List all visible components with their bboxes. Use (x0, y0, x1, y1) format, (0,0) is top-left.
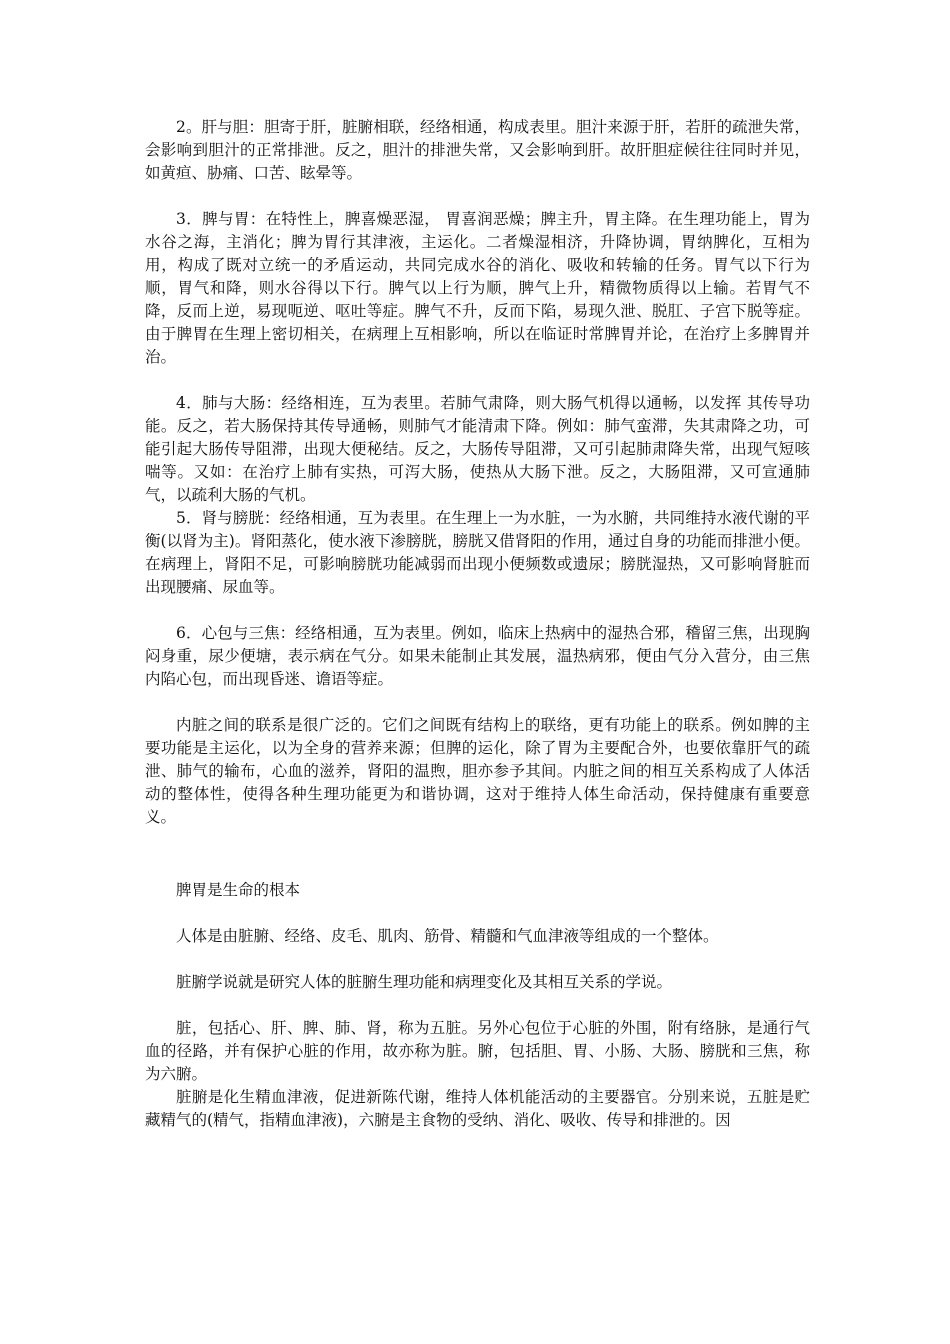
paragraph-lung-large-intestine: 4．肺与大肠：经络相连，互为表里。若肺气肃降，则大肠气机得以通畅，以发挥 其传导功能。反之，若大肠保持其传导通畅，则肺气才能清肃下降。例如：肺气蛮滞，失其肃降之功，可能引起大肠传导阻滞，出现大便秘结。反之，大肠传导阻滞，又可引起肺肃降失常，出现气短咳喘等。又如：在治疗上肺有实热，可泻大肠，使热从大肠下泄。反之，大肠阻滞，又可宣通肺气，以疏利大肠的气机。 (145, 394, 810, 504)
section-heading: 脾胃是生命的根本 (176, 881, 301, 899)
paragraph-five-zang-six-fu: 脏，包括心、肝、脾、肺、肾，称为五脏。另外心包位于心脏的外围，附有络脉，是通行气血的径路，并有保护心脏的作用，故亦称为脏。腑，包括胆、胃、小肠、大肠、膀胱和三焦，称为六腑。 (145, 1019, 810, 1083)
paragraph-spleen-stomach: 3．脾与胃：在特性上，脾喜燥恶湿， 胃喜润恶燥；脾主升，胃主降。在生理功能上，胃为水谷之海，主消化；脾为胃行其津液，主运化。二者燥湿相济，升降协调，胃纳脾化，互相为用，构成了既对立统一的矛盾运动，共同完成水谷的消化、吸收和转输的任务。胃气以下行为顺，胃气和降，则水谷得以下行。脾气以上行为顺，脾气上升，精微物质得以上输。若胃气不降，反而上逆，易现呃逆、呕吐等症。脾气不升，反而下陷，易现久泄、脱肛、子宫下脱等症。由于脾胃在生理上密切相关，在病理上互相影响，所以在临证时常脾胃并论，在治疗上多脾胃并治。 (145, 210, 810, 366)
paragraph-zangfu-function: 脏腑是化生精血津液，促进新陈代谢，维持人体机能活动的主要器官。分别来说，五脏是贮藏精气的(精气，指精血津液)，六腑是主食物的受纳、消化、吸收、传导和排泄的。因 (145, 1088, 810, 1129)
paragraph-organ-relations: 内脏之间的联系是很广泛的。它们之间既有结构上的联络，更有功能上的联系。例如脾的主要功能是主运化，以为全身的营养来源；但脾的运化，除了胃为主要配合外，也要依靠肝气的疏泄、肺气的输布，心血的滋养，肾阳的温煦，胆亦参予其间。内脏之间的相互关系构成了人体活动的整体性，使得各种生理功能更为和谐协调，这对于维持人体生命活动，保持健康有重要意义。 (145, 716, 810, 826)
document-body (145, 116, 810, 1132)
paragraph-zangfu-theory: 脏腑学说就是研究人体的脏腑生理功能和病理变化及其相互关系的学说。 (176, 973, 673, 991)
paragraph-body-composition: 人体是由脏腑、经络、皮毛、肌肉、筋骨、精髓和气血津液等组成的一个整体。 (176, 927, 719, 945)
paragraph-pericardium-sanjiao: 6．心包与三焦：经络相通，互为表里。例如，临床上热病中的湿热合邪，稽留三焦，出现胸闷身重，尿少便塘，表示病在气分。如果未能制止其发展，温热病邪，便由气分入营分，由三焦内陷心包，而出现昏迷、谵语等症。 (145, 624, 810, 688)
paragraph-kidney-bladder: 5．肾与膀胱：经络相通，互为表里。在生理上一为水脏，一为水腑，共同维持水液代谢的平衡(以肾为主)。肾阳蒸化，使水液下渗膀胱，膀胱又借肾阳的作用，通过自身的功能而排泄小便。在病理上，肾阳不足，可影响膀胱功能减弱而出现小便频数或遗尿；膀胱湿热，又可影响肾脏而出现腰痛、尿血等。 (145, 509, 810, 596)
paragraph-liver-gallbladder: 2。肝与胆：胆寄于肝，脏腑相联，经络相通，构成表里。胆汁来源于肝，若肝的疏泄失常，会影响到胆汁的正常排泄。反之，胆汁的排泄失常，又会影响到肝。故肝胆症候往往同时并见，如黄疸、胁痛、口苦、眩晕等。 (145, 118, 810, 182)
